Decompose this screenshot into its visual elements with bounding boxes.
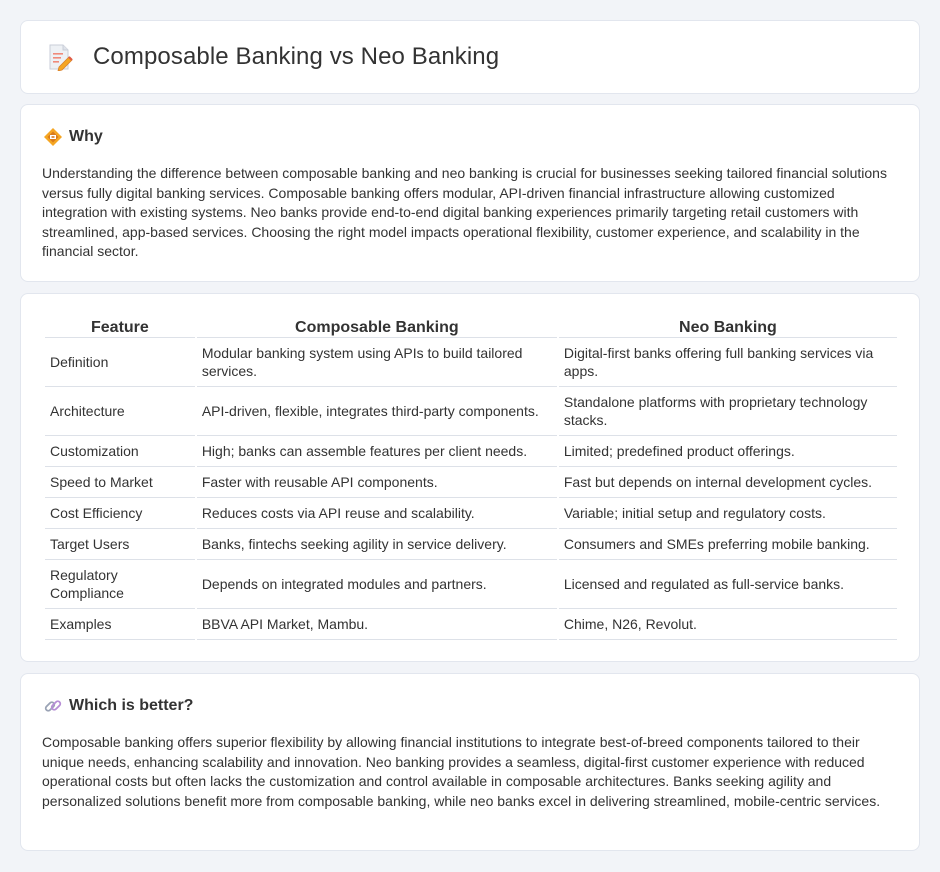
- header-neo-banking: Neo Banking: [559, 316, 897, 338]
- table-header-row: [45, 316, 897, 338]
- header-feature: Feature: [45, 316, 195, 338]
- diamond-sign-icon: [43, 127, 63, 147]
- feature-cell: Cost Efficiency: [45, 498, 195, 529]
- composable-cell: Depends on integrated modules and partners.: [197, 560, 557, 609]
- neo-cell: Standalone platforms with proprietary technology stacks.: [559, 387, 897, 436]
- feature-cell: Architecture: [45, 387, 195, 436]
- neo-cell: Limited; predefined product offerings.: [559, 436, 897, 467]
- better-body: Composable banking offers superior flexibility by allowing financial institutions to integrate best-of-breed components tailored to their unique needs, enhancing scalability and innovation. Neo banking provides a seamless, digital-first customer experience with reduced operational costs but often lacks the customization and control available in composable architectures. Banks seeking agility and personalized solutions benefit more from composable banking, while neo banks excel in delivering streamlined, mobile-centric services.: [42, 734, 881, 809]
- table-row: [45, 467, 897, 498]
- better-title: Which is better?: [69, 697, 194, 714]
- neo-cell: Variable; initial setup and regulatory costs.: [559, 498, 897, 529]
- table-row: [45, 436, 897, 467]
- why-section: [20, 104, 920, 282]
- document-pencil-icon: [47, 43, 73, 71]
- composable-cell: High; banks can assemble features per client needs.: [197, 436, 557, 467]
- table-row: [45, 498, 897, 529]
- why-header: [43, 127, 103, 147]
- feature-cell: Target Users: [45, 529, 195, 560]
- composable-cell: Reduces costs via API reuse and scalability.: [197, 498, 557, 529]
- feature-cell: Regulatory Compliance: [45, 560, 195, 609]
- table-row: [45, 387, 897, 436]
- composable-cell: API-driven, flexible, integrates third-party components.: [197, 387, 557, 436]
- composable-cell: Faster with reusable API components.: [197, 467, 557, 498]
- table-row: [45, 609, 897, 640]
- neo-cell: Chime, N26, Revolut.: [559, 609, 897, 640]
- better-header: [43, 696, 193, 716]
- header-composable-banking: Composable Banking: [197, 316, 557, 338]
- title-row: [47, 43, 499, 71]
- comparison-section: [20, 293, 920, 662]
- feature-cell: Definition: [45, 338, 195, 387]
- page-title: Composable Banking vs Neo Banking: [93, 43, 500, 70]
- why-title: Why: [69, 128, 103, 145]
- table-row: [45, 338, 897, 387]
- neo-cell: Fast but depends on internal development cycles.: [559, 467, 897, 498]
- table-row: [45, 560, 897, 609]
- title-card: [20, 20, 920, 94]
- comparison-table: [43, 316, 899, 640]
- feature-cell: Speed to Market: [45, 467, 195, 498]
- neo-cell: Licensed and regulated as full-service banks.: [559, 560, 897, 609]
- composable-cell: Banks, fintechs seeking agility in service delivery.: [197, 529, 557, 560]
- which-is-better-section: [20, 673, 920, 851]
- neo-cell: Digital-first banks offering full banking services via apps.: [559, 338, 897, 387]
- composable-cell: BBVA API Market, Mambu.: [197, 609, 557, 640]
- composable-cell: Modular banking system using APIs to build tailored services.: [197, 338, 557, 387]
- why-body: Understanding the difference between composable banking and neo banking is crucial for businesses seeking tailored financial solutions versus fully digital banking services. Composable banking offers modular, API-driven financial infrastructure allowing customized integration with existing systems. Neo banks provide end-to-end digital banking experiences primarily targeting retail customers with streamlined, app-based services. Choosing the right model impacts operational flexibility, customer experience, and scalability in the financial sector.: [42, 165, 887, 260]
- link-icon: [43, 696, 63, 716]
- feature-cell: Customization: [45, 436, 195, 467]
- neo-cell: Consumers and SMEs preferring mobile banking.: [559, 529, 897, 560]
- feature-cell: Examples: [45, 609, 195, 640]
- table-row: [45, 529, 897, 560]
